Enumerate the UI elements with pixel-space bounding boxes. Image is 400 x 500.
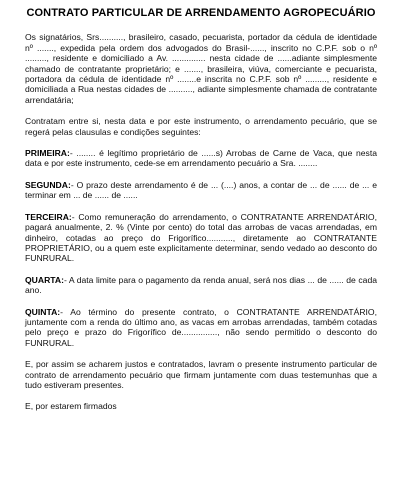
signoff-line: E, por estarem firmados (25, 401, 117, 412)
clause-segunda (25, 180, 377, 201)
clause-quinta-head: QUINTA: (25, 306, 61, 317)
clause-terceira (25, 212, 377, 264)
clause-quarta-head: QUARTA: (25, 274, 64, 285)
clause-primeira-head: PRIMEIRA: (25, 148, 70, 159)
clause-segunda-head: SEGUNDA: (25, 179, 71, 190)
clause-quarta-text: - A data limite para o pagamento da renda anual, será nos dias ... de ...... de cada ano. (25, 274, 377, 296)
closing-paragraph: E, por assim se acharem justos e contratados, lavram o presente instrumento particular de contrato de arrendamento pecuário que firmam juntamente com duas testemunhas que a tudo estiveram presentes. (25, 359, 377, 390)
clause-segunda-text: - O prazo deste arrendamento é de ... (....) anos, a contar de ... de ...... de ... e terminar em ... de ...... de ...... (25, 179, 377, 201)
parties-paragraph: Os signatários, Srs.........., brasileiro, casado, pecuarista, portador da cédula de identidade nº ......., expedida pela ordem dos advogados do Brasil-......, inscrito no C.P.F. sob o nº ........., residente e domiciliado a Av. .............. nesta cidade de ......adiante simplesmente chamado de contratante proprietário; e ......., brasileira, viúva, comerciante e pecuarista, portadora da cédula de identidade nº ........e inscrita no C.P.F. sob nº ........., residente e domiciliada a Rua nestas cidades de .........., adiante simplesmente chamada de contratante arrendatária; (25, 32, 377, 105)
clause-quinta-text: - Ao término do presente contrato, o CONTRATANTE ARRENDATÁRIO, juntamente com a renda do último ano, as vacas em arrobas arrendadas, também cotadas pelo preço e prazo do Frigorífico de..............., não sendo permitido o desconto do FUNRURAL. (25, 306, 377, 348)
clause-primeira-text: - ........ é legítimo proprietário de ......s) Arrobas de Carne de Vaca, que nesta data e por este instrumento, cede-se em arrendamento pecuário a Sra. ........ (25, 148, 377, 169)
clause-quarta (25, 275, 377, 296)
intro-paragraph: Contratam entre si, nesta data e por este instrumento, o arrendamento pecuário, que se regerá pelas clausulas e condições seguintes: (25, 116, 377, 137)
clause-terceira-text: - Como remuneração do arrendamento, o CONTRATANTE ARRENDATÁRIO, pagará anualmente, 2. % (Vinte por cento) do total das arrobas de vacas arrendadas, em dinheiro, cotadas ao preço do Frigorífico..........., diretamente ao CONTRATANTE PROPRIETÁRIO, ou a quem este explicitamente determinar, sendo vedado ao desconto do FUNRURAL. (25, 211, 377, 264)
contract-document (25, 8, 377, 420)
clause-quinta (25, 307, 377, 349)
document-title: CONTRATO PARTICULAR DE ARRENDAMENTO AGROPECUÁRIO (26, 7, 376, 19)
clause-terceira-head: TERCEIRA: (25, 211, 72, 222)
clause-primeira (25, 148, 377, 169)
